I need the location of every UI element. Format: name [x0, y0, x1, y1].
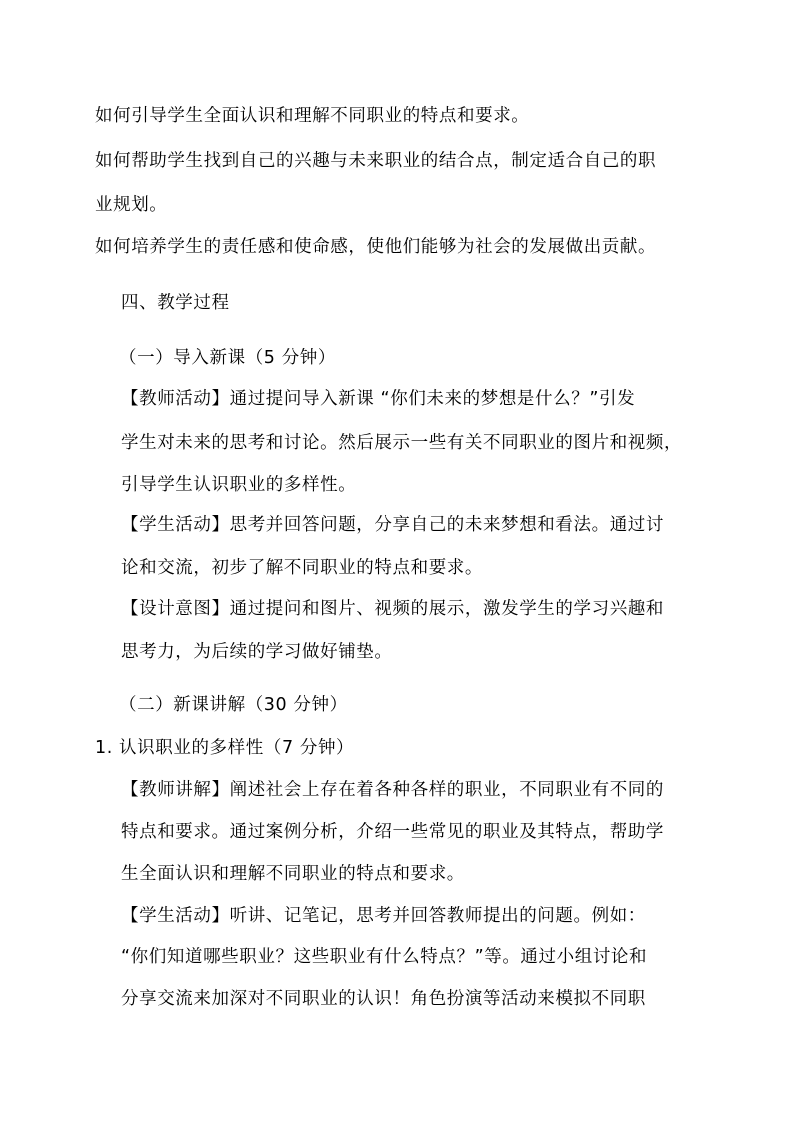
text-line-student-activity-1: 【学生活动】思考并回答问题，分享自己的未来梦想和看法。通过讨 [121, 515, 664, 535]
subsection-heading-intro: （一）导入新课（5 分钟） [119, 348, 336, 368]
text-line-3: 业规划。 [95, 195, 168, 215]
text-line-student-activity-2: 论和交流，初步了解不同职业的特点和要求。 [121, 558, 483, 578]
text-line-student-activity-3: 【学生活动】听讲、记笔记，思考并回答教师提出的问题。例如： [121, 906, 646, 926]
section-heading-teaching-process: 四、教学过程 [121, 293, 230, 313]
text-line-teacher-activity-1: 【教师活动】通过提问导入新课 “你们未来的梦想是什么？”引发 [121, 389, 636, 409]
text-line-teacher-explain-1: 【教师讲解】阐述社会上存在着各种各样的职业，不同职业有不同的 [121, 780, 664, 800]
text-line-4: 如何培养学生的责任感和使命感，使他们能够为社会的发展做出贡献。 [95, 237, 657, 257]
text-line-teacher-explain-3: 生全面认识和理解不同职业的特点和要求。 [121, 864, 465, 884]
text-line-teacher-activity-2: 学生对未来的思考和讨论。然后展示一些有关不同职业的图片和视频， [121, 433, 683, 453]
text-line-1: 如何引导学生全面认识和理解不同职业的特点和要求。 [95, 106, 530, 126]
text-line-student-activity-5: 分享交流来加深对不同职业的认识！角色扮演等活动来模拟不同职 [121, 989, 646, 1009]
text-line-student-activity-4: “你们知道哪些职业？这些职业有什么特点？”等。通过小组讨论和 [121, 947, 648, 967]
text-line-design-intent-2: 思考力，为后续的学习做好铺垫。 [121, 642, 393, 662]
subsection-heading-new-lesson: （二）新课讲解（30 分钟） [119, 695, 348, 715]
text-line-teacher-explain-2: 特点和要求。通过案例分析，介绍一些常见的职业及其特点，帮助学 [121, 822, 664, 842]
list-item-heading-diversity: 1. 认识职业的多样性（7 分钟） [95, 738, 355, 758]
text-line-teacher-activity-3: 引导学生认识职业的多样性。 [121, 475, 357, 495]
text-line-2: 如何帮助学生找到自己的兴趣与未来职业的结合点，制定适合自己的职 [95, 151, 657, 171]
text-line-design-intent-1: 【设计意图】通过提问和图片、视频的展示，激发学生的学习兴趣和 [121, 599, 664, 619]
